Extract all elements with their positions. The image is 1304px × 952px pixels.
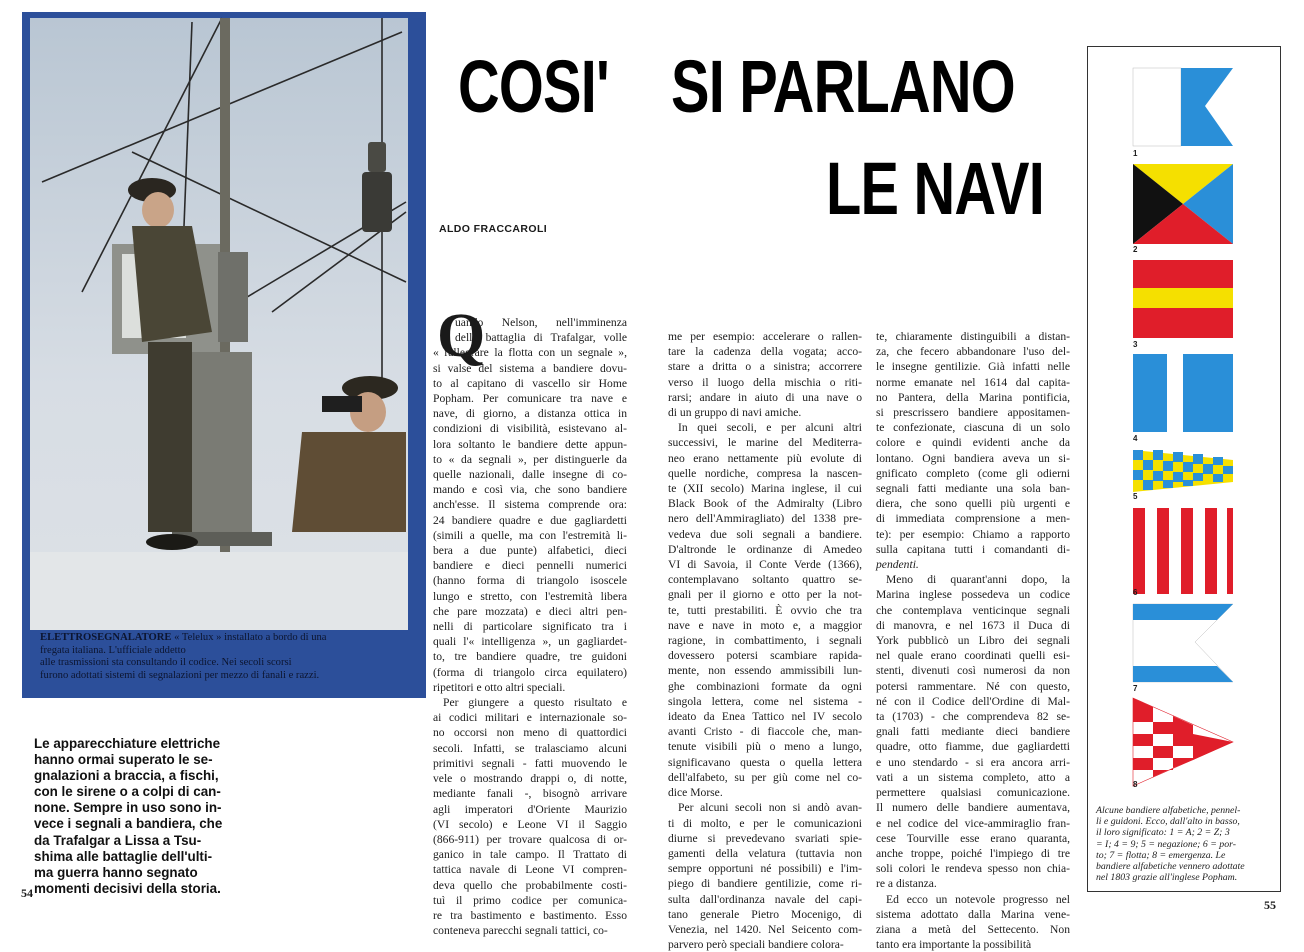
flags-caption-line: to; 7 = flotta; 8 = emergenza. Le [1096,849,1226,861]
text-line: bandiere e dieci pennelli numerici [433,559,627,573]
text-line: colore e quindi evidenti anche da [876,436,1070,450]
text-line: Meno di quarant'anni dopo, la [886,573,1070,587]
text-line: lontano. Ogni bandiera aveva un si- [876,451,1070,465]
text-line: tanto era importante la possibilità [876,938,1032,952]
flags-caption-line: li e guidoni. Ecco, dall'alto in basso, [1096,816,1240,828]
text-line: re tra bastimento e bastimento. Esso [433,908,627,922]
text-line: tattica navale di Leone VI compren- [433,863,627,877]
text-line: che pare mozzata) e dieci altri pen- [433,604,627,618]
text-line: norme emanate nel 1614 dal capita- [876,375,1070,389]
text-line: avanti Cristo - di fiaccole che, man- [668,725,862,739]
text-line: nave, di giorno, a distanza ottica in [433,407,627,421]
text-line: potersi rammentare. Né con questo, [876,679,1070,693]
text-line: le insegne gentilizie. Già infatti nelle [876,360,1070,374]
text-line: segnali fatti mediante una sola ban- [876,482,1070,496]
text-line: D'altronde le ordinanze di Amedeo [668,542,862,556]
photo-illustration [22,12,426,698]
text-line: mente, non essendo ammissibili lun- [668,664,862,678]
text-line: 24 bandiere quadre e due gagliardetti [433,513,627,527]
text-line: cese Tourville esse erano quaranta, [876,831,1070,845]
text-line: diurne si prevedevano svariati spie- [668,831,862,845]
flag-number-3: 3 [1133,340,1138,349]
text-line: ti di molto, e per le comunicazioni [668,816,862,830]
text-line: York pubblicò un Libro dei segnali [876,634,1070,648]
flag-negation [1133,450,1233,492]
text-line: quali l'« intelligenza », un gagliardet- [433,635,627,649]
page-number-left: 54 [21,886,33,900]
flags-caption-line: il loro significato: 1 = A; 2 = Z; 3 [1096,827,1230,839]
text-line: sempre opportuni né possibili) e l'im- [668,862,862,876]
text-line: mando e così via, che sono bandiere [433,483,627,497]
text-line: te (XII secolo) Marina inglese, il cui [668,482,862,496]
headline-si-parlano: SI PARLANO [671,45,1015,128]
text-line: vele o mostrando drappi o, di notte, [433,772,627,786]
text-line: ai codici militari e internazionale so- [433,711,627,725]
text-line: di manovra, e nel 1673 il Duca di [876,618,1070,632]
text-line: anche troppe, poiché l'impiego di tre [876,846,1070,860]
text-line: Il numero delle bandiere aumentava, [876,801,1070,815]
text-line: significavano questa o quella lettera [668,755,862,769]
headline-le-navi: LE NAVI [826,147,1044,230]
text-line: ta (1703) - che comprendeva 82 se- [876,710,1070,724]
pull-quote-line: momenti decisivi della storia. [34,880,221,896]
flags-caption-line: nel 1803 grazie all'inglese Popham. [1096,872,1238,884]
flag-z [1133,164,1233,244]
flag-9 [1133,354,1233,432]
text-line: si valse del sistema a bandiere dovu- [433,361,627,375]
flag-i [1133,260,1233,338]
text-line: (forma di triangolo circa equilatero) [433,665,627,679]
pull-quote-line: vece i segnali a bandiera, che [34,816,223,832]
text-line: (866-911) per trovare qualcosa di or- [433,832,627,846]
text-line: ragione, in combattimento, i segnali [668,634,862,648]
text-line: ziana a metà del Settecento. Non [876,922,1070,936]
text-line: (hanno forma di triangolo isoscele [433,574,627,588]
pull-quote [34,736,224,897]
flag-number-2: 2 [1133,245,1138,254]
flags-figure [1087,46,1281,806]
pull-quote-line: con le sirene o a colpi di can- [34,784,221,800]
text-line: (simili a quelle, ma con l'estremità li- [433,528,627,542]
caption-line-4: furono adottati sistemi di segnalazioni per mezzo di fanali e razzi. [40,669,320,681]
text-line: ripetitori e otto altri speciali. [433,680,566,694]
flag-porto [1133,508,1233,594]
text-line: stenti, divenuti così numerosi da non [876,664,1070,678]
flag-emergenza [1133,698,1233,786]
flags-caption-line: = I; 4 = 9; 5 = negazione; 6 = por- [1096,838,1236,850]
text-line: bera a due punte) alfabetici, dieci [433,544,627,558]
flag-number-1: 1 [1133,149,1138,158]
text-line: nel quale erano coordinati quelli esi- [876,649,1070,663]
text-line: In quei secoli, e per alcuni altri [678,421,862,435]
text-line: di un gruppo di navi amiche. [668,406,802,420]
text-line: tuì il primo codice per comunica- [433,893,627,907]
flag-number-6: 6 [1133,588,1138,597]
flag-a [1133,68,1233,146]
text-line: Per giungere a questo risultato e [443,696,627,710]
text-line: vedeva due soli segnali a bandiere. [668,527,862,541]
text-line: né con il Codice dell'Ordine di Mal- [876,694,1070,708]
text-line: diera, che sono quelli più urgenti e [876,497,1070,511]
pull-quote-line: none. Sempre in uso sono in- [34,800,222,816]
text-line: vati a un sistema completo, atto a [876,770,1070,784]
text-line: tenute visibili più o meno a lungo, [668,740,862,754]
text-line: dovessero potersi scambiare rapida- [668,649,862,663]
text-line: soli colori le rendeva spesso non chia- [876,862,1070,876]
drop-cap: Q [437,302,486,370]
flag-number-4: 4 [1133,434,1138,443]
flag-flotta [1133,604,1233,682]
text-line: gamenti della velatura (tuttavia non [668,846,862,860]
text-line: ideato da Enea Tattico nel IV secolo [668,710,862,724]
page-number-right: 55 [1264,898,1276,912]
author-byline: ALDO FRACCAROLI [439,223,548,235]
caption-line-1: « Telelux » installato a bordo di una [174,632,327,643]
body-column-1 [433,315,627,938]
text-line: dell'alfabeto, su per giù come nel co- [668,770,862,784]
text-line: lungo e stretto, con l'estremità libera [433,589,627,603]
text-line: te, tutti prestabiliti. È ovvio che tra [668,603,862,617]
text-line: mediante fanali -, bisognò arrivare [433,787,627,801]
body-column-3 [876,329,1070,952]
flag-number-5: 5 [1133,492,1138,501]
text-line: to « da segnali », per distinguerle da [433,452,627,466]
pull-quote-line: ma guerra hanno segnato [34,864,198,880]
text-line: ghe combinazioni formate da ogni [668,679,862,693]
flag-number-8: 8 [1133,780,1138,789]
text-line: nelli di particolare significato tra i [433,620,627,634]
headline-cosi: COSI' [458,45,609,128]
text-line: te, chiaramente distinguibili a distan- [876,330,1070,343]
text-line: no Pantera, della Marina pontificia, [876,390,1070,404]
pull-quote-line: da Trafalgar a Lissa a Tsu- [34,832,202,848]
text-line: quelle nordiche, compresa la nascen- [668,466,862,480]
text-line: quelle nazionali, dalle insegne di co- [433,468,627,482]
text-line: (VI secolo) e Leone VI il Saggio [433,817,627,831]
text-line: gnali fatti mediante dieci bandiere [876,725,1070,739]
photo-caption [40,632,406,682]
flags-caption-line: bandiere alfabetiche vennero adottate [1096,861,1245,873]
text-line: re a distanza. [876,877,937,891]
text-line: te confezionate, ciascuna di un solo [876,421,1070,435]
text-line: sistema adottato dalla Marina vene- [876,907,1070,921]
text-line: di immediata comprensione a men- [876,512,1070,526]
text-line: contemplavano soltanto quattro se- [668,573,862,587]
text-line: primitivi segnali - fatti muovendo le [433,756,627,770]
text-line: della battaglia di Trafalgar, volle [455,331,627,345]
text-line: anch'esse. Il sistema comprende ora: [433,498,627,512]
text-line: za, che fecero abbandonare l'uso del- [876,345,1070,359]
text-line: condizioni di visibilità, esistevano al- [433,422,627,436]
flag-number-7: 7 [1133,684,1138,693]
pull-quote-line: Le apparecchiature elettriche [34,736,221,751]
text-line: piego di bandiere gentilizie, come ri- [668,877,862,891]
text-line: deva quello che probabilmente costi- [433,878,627,892]
body-column-2 [668,329,862,952]
text-line: Per alcuni secoli non si andò avan- [678,801,862,815]
text-line: che contemplava venticinque segnali [876,603,1070,617]
text-line: nero dell'Ammiragliato) del 1338 pre- [668,512,862,526]
text-line: to, tre bandiere quadre, tre guidoni [433,650,627,664]
text-line: parvero però speciali bandiere colora- [668,938,844,952]
text-line: singola lettera, come nel sistema - [668,694,862,708]
text-line: e uno stendardo - si era ancora arri- [876,755,1070,769]
text-line: quadre, otto fiamme, due gagliardetti [876,740,1070,754]
text-line: permettere qualsiasi comunicazione. [876,786,1070,800]
text-line: dice Morse. [668,786,723,800]
text-line: nave e nave in moto e, a maggior [668,618,862,632]
flags-caption-line: Alcune bandiere alfabetiche, pennel- [1096,805,1241,816]
text-line: sulla capitana tutti i comandanti di- [876,542,1070,556]
text-line: me per esempio: accelerare o rallen- [668,330,862,343]
text-line: ganico in tale campo. Il Trattato di [433,848,627,862]
text-line: te): per esempio: Chiamo a rapporto [876,527,1070,541]
text-line: neo erano nettamente più evolute di [668,451,862,465]
text-line: to al capitano di vascello sir Home [433,376,627,390]
text-line: conteneva parecchi segnali tattici, co- [433,924,608,938]
text-line: e nel codice del vice-ammiraglio fran- [876,816,1070,830]
text-line: lora soltanto le bandiere dette appun- [433,437,627,451]
caption-label: ELETTROSEGNALATORE [40,632,172,643]
text-line: gnificato completo (come gli odierni [876,466,1070,480]
text-line: sulta dall'ordinanza navale del capi- [668,892,862,906]
text-line: successivi, le marine del Mediterra- [668,436,862,450]
text-line: Ed ecco un notevole progresso nel [886,892,1070,906]
text-line: tare la cadenza della vogata; acco- [668,345,862,359]
text-line: rarsi; andare in aiuto di una nave o [668,390,862,404]
text-line: gnali per il giorno e otto per la not- [668,588,862,602]
pull-quote-line: gnalazioni a braccia, a fischi, [34,768,219,784]
text-line: stare a dritta o a sinistra; accorrere [668,360,862,374]
caption-line-2: fregata italiana. L'ufficiale addetto [40,644,186,656]
text-line: agli imperatori d'Oriente Maurizio [433,802,627,816]
text-line: secoli. Infatti, se tralasciamo alcuni [433,741,627,755]
ship-photo [22,12,426,698]
text-line: Venezia, nel 1420. Nel Seicento com- [668,922,862,936]
text-line: VI di Savoia, il Conte Verde (1366), [668,558,862,572]
pull-quote-line: shima alle battaglie dell'ulti- [34,848,213,864]
pull-quote-line: hanno ormai superato le se- [34,752,213,768]
text-line: si prescrissero bandiere appositamen- [876,406,1070,420]
text-line: pendenti. [876,558,919,572]
text-line: Black Book of the Admiralty (Libro [668,497,862,511]
caption-line-3: alle trasmissioni sta consultando il codice. Nei secoli scorsi [40,657,292,668]
text-line: tano generale Pietro Mocenigo, di [668,907,862,921]
text-line: uando Nelson, nell'imminenza [455,316,627,329]
text-line: verso il luogo della mischia o riti- [668,375,862,389]
text-line: no occorsi non meno di quattordici [433,726,627,740]
text-line: « rallegrare la flotta con un segnale », [433,346,627,360]
flags-caption [1096,805,1264,883]
text-line: Marina inglese possedeva un codice [876,588,1070,602]
text-line: Popham. Per comunicare tra nave e [433,392,627,406]
